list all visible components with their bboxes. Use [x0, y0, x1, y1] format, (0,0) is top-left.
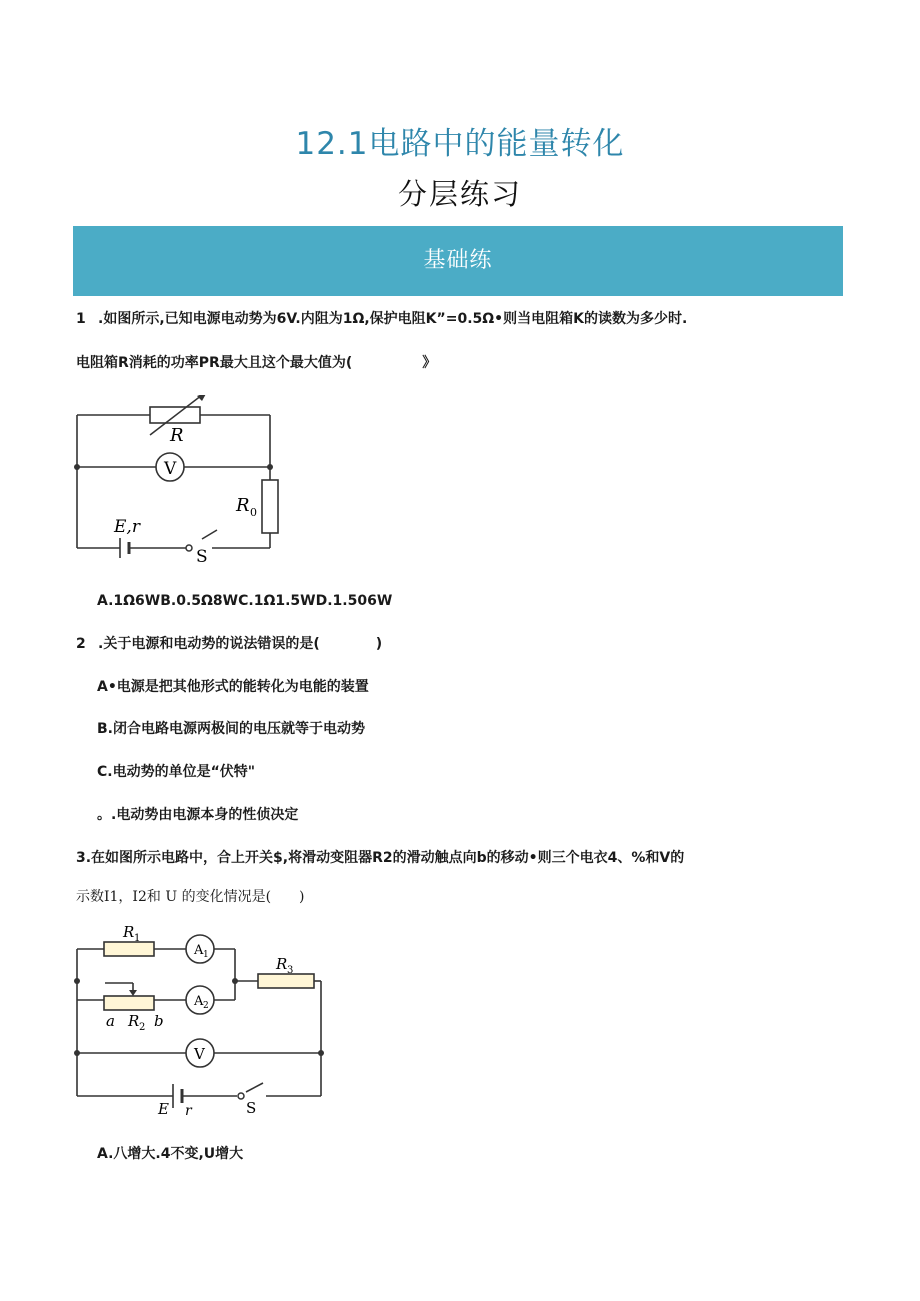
question-2-stem	[76, 635, 382, 653]
section-banner	[73, 226, 843, 296]
label-r0: R	[236, 495, 250, 516]
question-1-line2: 电阻箱R消耗的功率PR最大且这个最大值为( 》	[76, 355, 437, 371]
resistor-r1	[104, 942, 154, 956]
rheostat-r2	[104, 996, 154, 1010]
resistor-r3	[258, 974, 314, 988]
question-3-option-a: A.八增大.4不变,U增大	[97, 1146, 244, 1162]
question-3-line2: 示数I1，I2和 U 的变化情况是( )	[76, 889, 305, 905]
label-switch: S	[196, 547, 208, 565]
ammeter-a2-subscript: 2	[203, 1001, 209, 1011]
circuit-figure-2	[70, 918, 335, 1118]
label-emf: E,r	[114, 517, 140, 537]
question-1-line1	[76, 310, 687, 328]
question-2-number: 2	[76, 636, 86, 652]
label-a: a	[106, 1012, 115, 1030]
label-switch: S	[246, 1099, 257, 1117]
voltmeter-label: V	[164, 459, 177, 479]
question-3-line1: 3.在如图所示电路中，合上开关$,将滑动变阻器R2的滑动触点向b的移动•则三个电衣4、%和V的	[76, 850, 685, 866]
switch-contact	[238, 1093, 244, 1099]
question-2-option-c: C.电动势的单位是“伏特"	[97, 764, 256, 780]
ammeter-a1-label: A	[194, 943, 204, 958]
resistor-r0	[262, 480, 278, 533]
label-r2: R	[128, 1012, 140, 1030]
label-r3: R	[276, 955, 288, 973]
ammeter-a1-subscript: 1	[203, 950, 209, 960]
question-2-option-d: 。.电动势由电源本身的性侦决定	[97, 807, 299, 823]
label-r3-subscript: 3	[287, 965, 294, 976]
question-2-text: .关于电源和电动势的说法错误的是( )	[98, 636, 383, 652]
switch-contact	[186, 545, 192, 551]
label-r: R	[170, 425, 184, 446]
label-r2-subscript: 2	[139, 1022, 146, 1033]
ammeter-a2-label: A	[194, 994, 204, 1009]
section-banner-label: 基础练	[423, 248, 493, 273]
label-r1: R	[123, 923, 135, 941]
question-2-option-a: A•电源是把其他形式的能转化为电能的装置	[97, 679, 369, 695]
question-1-number: 1	[76, 311, 86, 327]
label-b: b	[154, 1012, 164, 1030]
label-r-internal: r	[185, 1103, 192, 1118]
label-r0-subscript: 0	[250, 506, 257, 519]
question-2-option-b: B.闭合电路电源两极间的电压就等于电动势	[97, 721, 365, 737]
voltmeter-label: V	[194, 1045, 205, 1063]
circuit-figure-1	[70, 395, 290, 565]
label-e: E	[158, 1100, 169, 1118]
page-title: 12.1电路中的能量转化	[295, 126, 625, 162]
question-1-text: .如图所示,已知电源电动势为6V.内阻为1Ω,保护电阻K”=0.5Ω•则当电阻箱K的读数为多少时.	[98, 311, 688, 327]
label-r1-subscript: 1	[134, 933, 141, 944]
page-subtitle: 分层练习	[397, 177, 522, 211]
question-1-options: A.1Ω6WB.0.5Ω8WC.1Ω1.5WD.1.506W	[97, 593, 393, 609]
